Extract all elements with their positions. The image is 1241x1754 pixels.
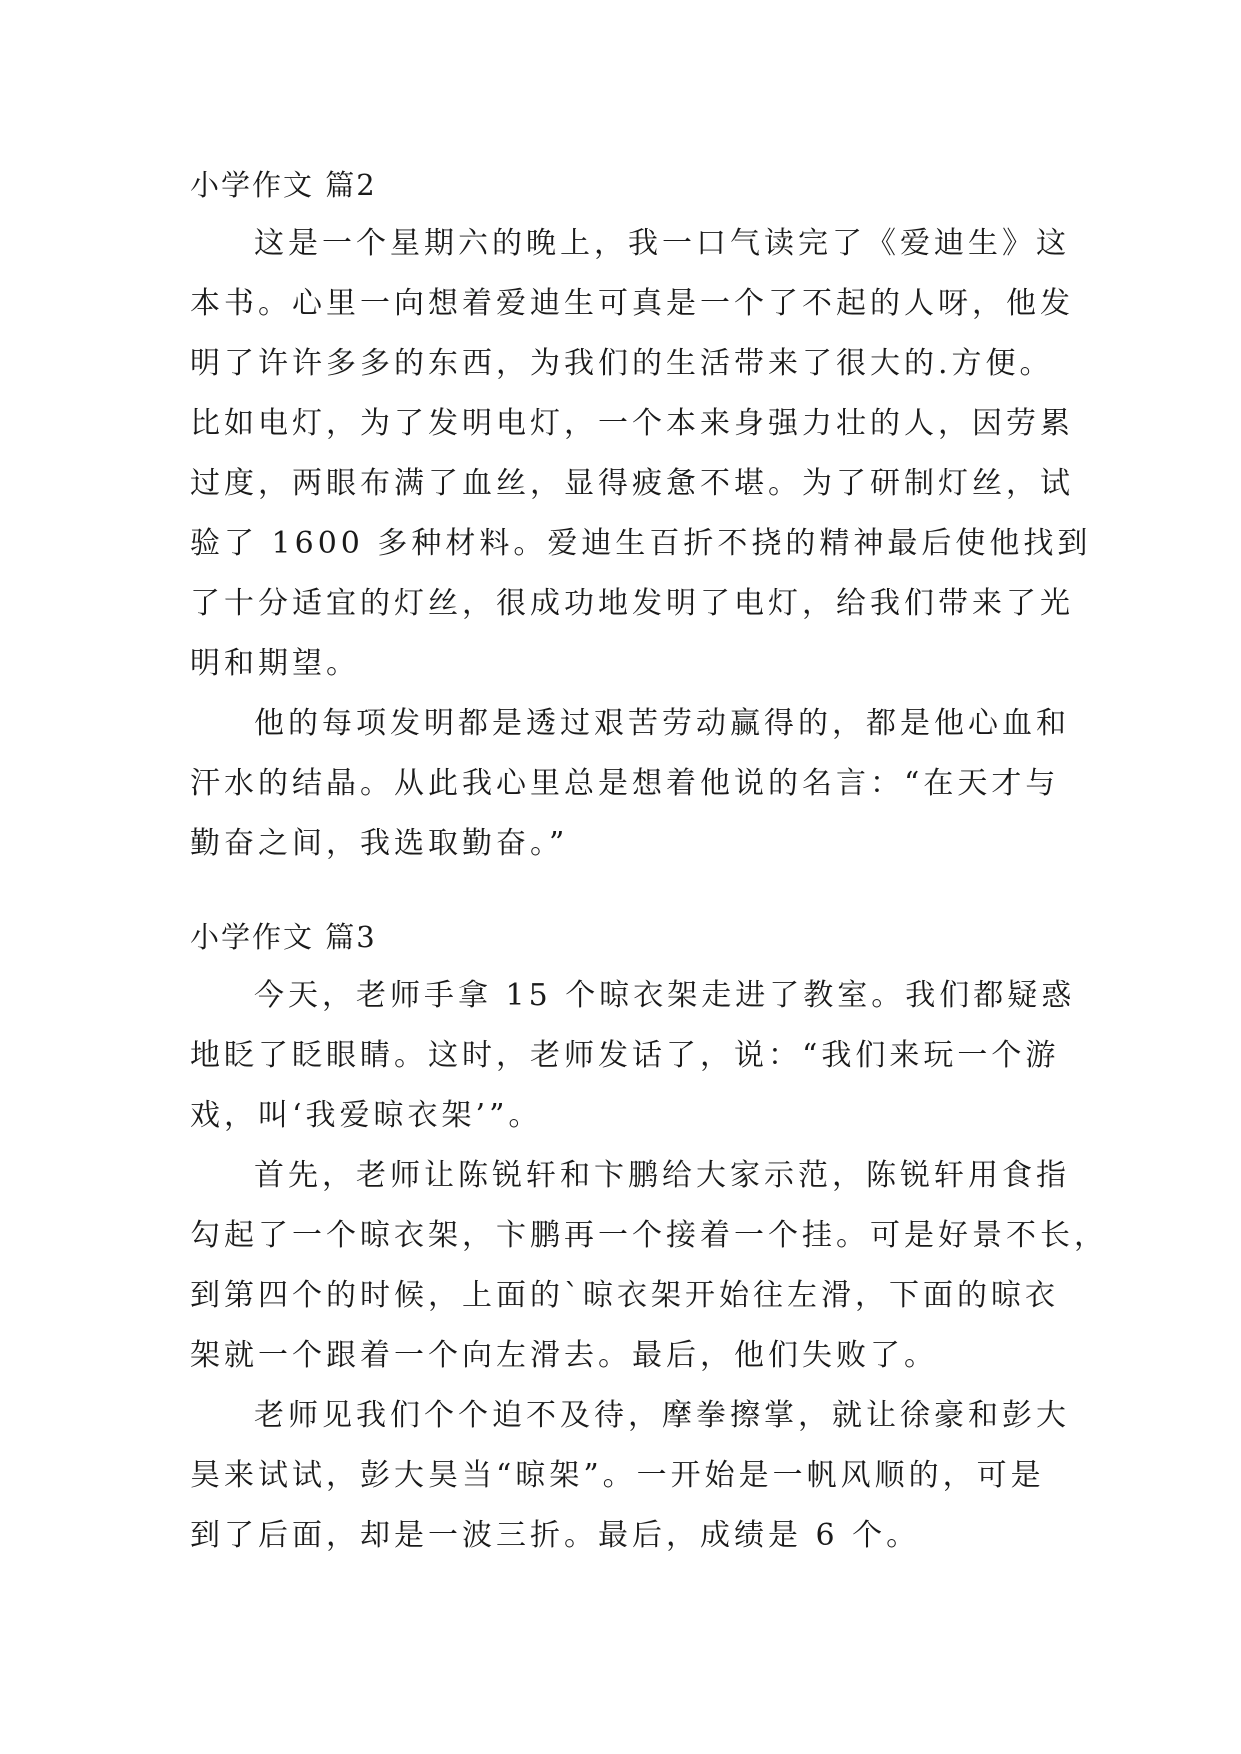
paragraph: [190, 694, 1070, 874]
text-line: 地眨了眨眼睛。这时，老师发话了，说：“我们来玩一个游: [190, 1038, 1060, 1073]
text-line: 勤奋之间，我选取勤奋。”: [190, 826, 569, 861]
text-line: 老师见我们个个迫不及待，摩拳擦掌，就让徐豪和彭大: [254, 1398, 1070, 1433]
text-line: 汗水的结晶。从此我心里总是想着他说的名言：“在天才与: [190, 766, 1060, 801]
paragraph: [190, 966, 1076, 1146]
text-line: 到了后面，却是一波三折。最后，成绩是 6 个。: [190, 1518, 921, 1553]
text-line: 今天，老师手拿 15 个晾衣架走进了教室。我们都疑惑: [254, 978, 1076, 1013]
text-line: 勾起了一个晾衣架，卞鹏再一个接着一个挂。可是好景不长，: [190, 1218, 1108, 1253]
paragraph: [190, 1146, 1108, 1386]
essay-section-2: [190, 156, 1092, 874]
text-line: 架就一个跟着一个向左滑去。最后，他们失败了。: [190, 1338, 938, 1373]
text-line: 首先，老师让陈锐轩和卞鹏给大家示范，陈锐轩用食指: [254, 1158, 1070, 1193]
paragraph: [190, 214, 1092, 694]
text-line: 过度，两眼布满了血丝，显得疲惫不堪。为了研制灯丝，试: [190, 466, 1074, 501]
text-line: 明了许许多多的东西，为我们的生活带来了很大的.方便。: [190, 346, 1054, 381]
text-line: 明和期望。: [190, 646, 360, 681]
essay-section-3: [190, 908, 1108, 1566]
text-line: 他的每项发明都是透过艰苦劳动赢得的，都是他心血和: [254, 706, 1070, 741]
text-line: 了十分适宜的灯丝，很成功地发明了电灯，给我们带来了光: [190, 586, 1074, 621]
paragraph: [190, 1386, 1070, 1566]
text-line: 昊来试试，彭大昊当“晾架”。一开始是一帆风顺的，可是: [190, 1458, 1045, 1493]
text-line: 这是一个星期六的晚上，我一口气读完了《爱迪生》这: [254, 226, 1070, 261]
section-heading: 小学作文 篇3: [190, 920, 377, 954]
text-line: 验了 1600 多种材料。爱迪生百折不挠的精神最后使他找到: [190, 526, 1092, 561]
text-line: 到第四个的时候，上面的`晾衣架开始往左滑，下面的晾衣: [190, 1278, 1059, 1313]
text-line: 戏，叫‘我爱晾衣架’”。: [190, 1098, 543, 1133]
text-line: 比如电灯，为了发明电灯，一个本来身强力壮的人，因劳累: [190, 406, 1074, 441]
section-heading: 小学作文 篇2: [190, 168, 377, 202]
text-line: 本书。心里一向想着爱迪生可真是一个了不起的人呀，他发: [190, 286, 1074, 321]
